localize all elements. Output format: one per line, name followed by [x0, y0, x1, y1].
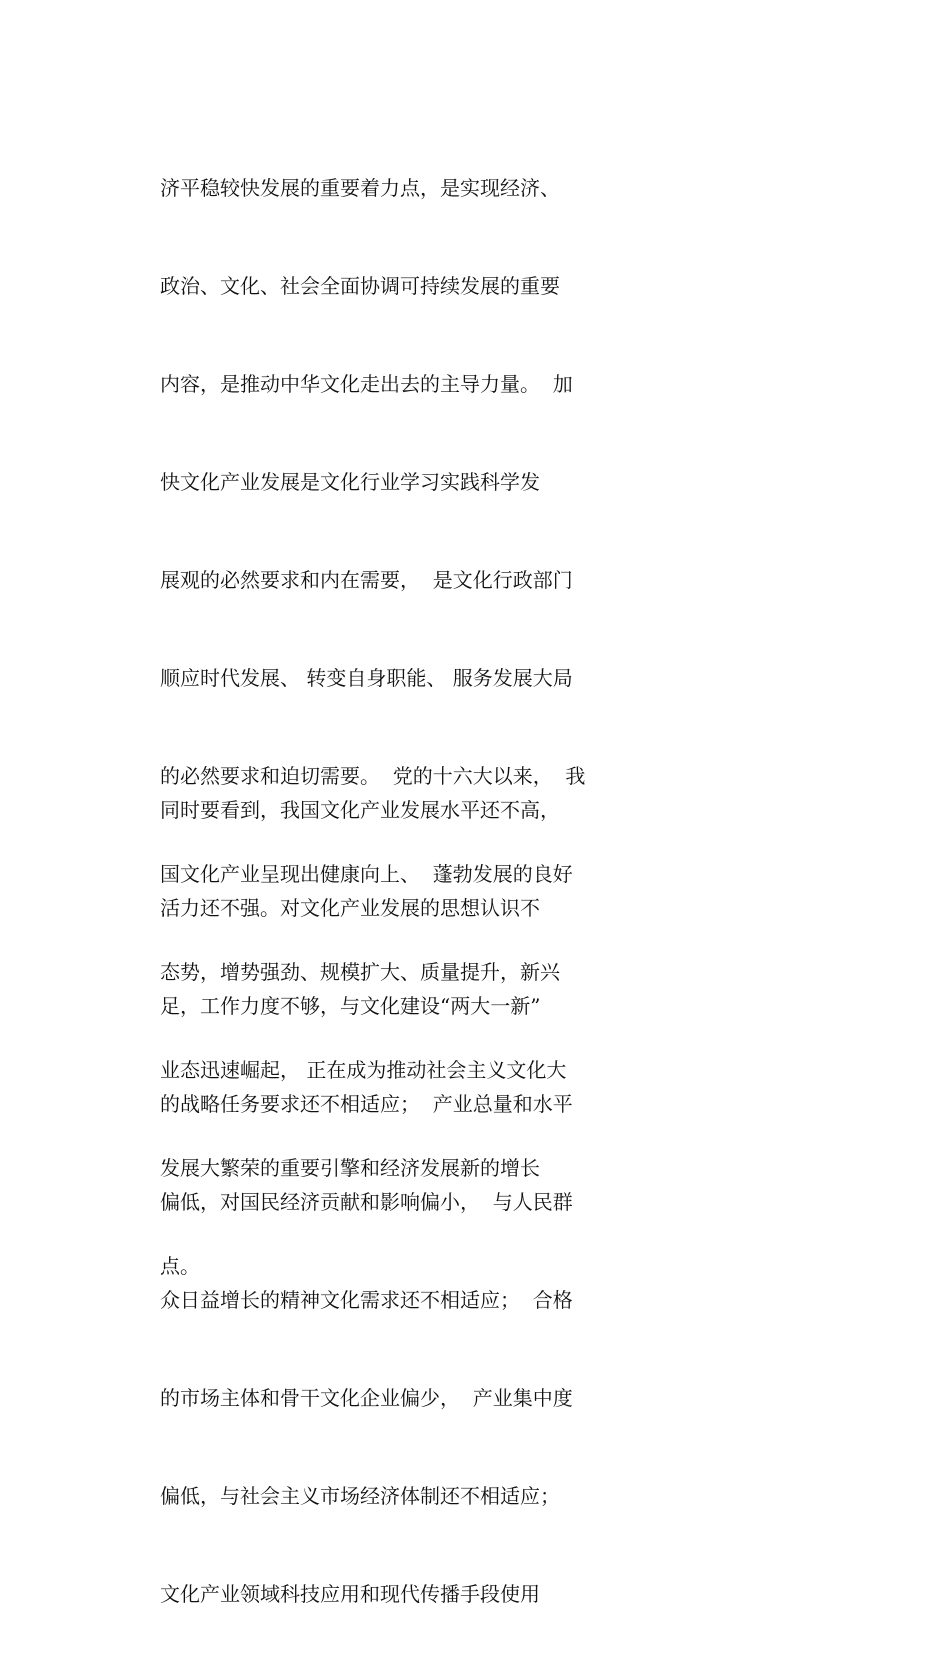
paragraph-line: 顺应时代发展、 转变自身职能、 服务发展大局 — [160, 666, 573, 690]
paragraph-line: 的市场主体和骨干文化企业偏少， 产业集中度 — [160, 1386, 573, 1410]
paragraph-line: 态势，增势强劲、规模扩大、质量提升，新兴 — [160, 960, 560, 984]
paragraph-line: 偏低，对国民经济贡献和影响偏小， 与人民群 — [160, 1190, 573, 1214]
paragraph-line: 点。 — [160, 1254, 200, 1278]
paragraph-line: 的战略任务要求还不相适应； 产业总量和水平 — [160, 1092, 573, 1116]
paragraph-line: 业态迅速崛起， 正在成为推动社会主义文化大 — [160, 1058, 567, 1082]
paragraph-line: 偏低，与社会主义市场经济体制还不相适应； — [160, 1484, 560, 1508]
paragraph-line: 文化产业领域科技应用和现代传播手段使用 — [160, 1582, 540, 1606]
paragraph-line: 济平稳较快发展的重要着力点，是实现经济、 — [160, 176, 560, 200]
paragraph-line: 内容，是推动中华文化走出去的主导力量。 加 — [160, 372, 573, 396]
paragraph-line: 快文化产业发展是文化行业学习实践科学发 — [160, 470, 540, 494]
paragraph-line: 众日益增长的精神文化需求还不相适应； 合格 — [160, 1288, 573, 1312]
paragraph-line: 国文化产业呈现出健康向上、 蓬勃发展的良好 — [160, 862, 573, 886]
paragraph-line: 同时要看到，我国文化产业发展水平还不高， — [160, 798, 560, 822]
paragraph-line: 发展大繁荣的重要引擎和经济发展新的增长 — [160, 1156, 540, 1180]
paragraph-line: 活力还不强。对文化产业发展的思想认识不 — [160, 896, 540, 920]
paragraph-line: 足，工作力度不够，与文化建设“两大一新” — [160, 994, 541, 1018]
paragraph-2 — [160, 750, 620, 1680]
paragraph-line: 政治、文化、社会全面协调可持续发展的重要 — [160, 274, 560, 298]
paragraph-line: 展观的必然要求和内在需要， 是文化行政部门 — [160, 568, 573, 592]
paragraph-line: 的必然要求和迫切需要。 党的十六大以来， 我 — [160, 764, 586, 788]
